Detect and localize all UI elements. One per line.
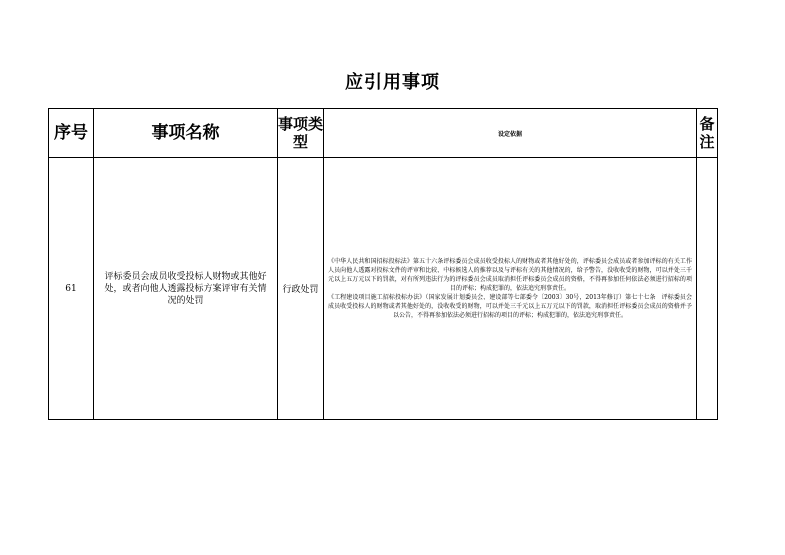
page-title: 应引用事项 bbox=[345, 72, 440, 93]
header-name: 事项名称 bbox=[94, 109, 278, 158]
header-basis: 设定依据 bbox=[324, 109, 697, 158]
row-basis bbox=[324, 158, 697, 420]
matters-table bbox=[48, 108, 718, 420]
row-seq: 61 bbox=[49, 158, 94, 420]
row-note bbox=[697, 158, 718, 420]
row-name: 评标委员会成员收受投标人财物或其他好处，或者向他人透露投标方案评审有关情况的处罚 bbox=[94, 158, 278, 420]
basis-paragraph-law: 《中华人民共和国招标投标法》第五十六条评标委员会成员收受投标人的财物或者其他好处的，评标委员会成员或者参加评标的有关工作人员向他人透露对投标文件的评审和比较、中标候选人的推荐以及与评标有关的其他情况的，给予警告，没收收受的财物，可以并处三千元以上五万元以下的罚款，对有所列违法行为的评标委员会成员取消担任评标委员会成员的资格，不得再参加任何依法必须进行招标的项目的评标；构成犯罪的，依法追究刑事责任。 bbox=[328, 258, 692, 292]
header-seq: 序号 bbox=[49, 109, 94, 158]
header-note: 备注 bbox=[697, 109, 718, 158]
table-row bbox=[49, 158, 718, 420]
row-type: 行政处罚 bbox=[278, 158, 324, 420]
basis-paragraph-measures: 《工程建设项目施工招标投标办法》（国家发展计划委员会、建设部等七部委令〔2003〕30号，2013年修订）第七十七条 评标委员会成员收受投标人的财物或者其他好处的，没收收受的财物，可以并处三千元以上五万元以下的罚款，取消担任评标委员会成员的资格并予以公告，不得再参加依法必须进行招标的项目的评标；构成犯罪的，依法追究刑事责任。 bbox=[328, 294, 692, 319]
table-header-row bbox=[49, 109, 718, 158]
header-type: 事项类型 bbox=[278, 109, 324, 158]
